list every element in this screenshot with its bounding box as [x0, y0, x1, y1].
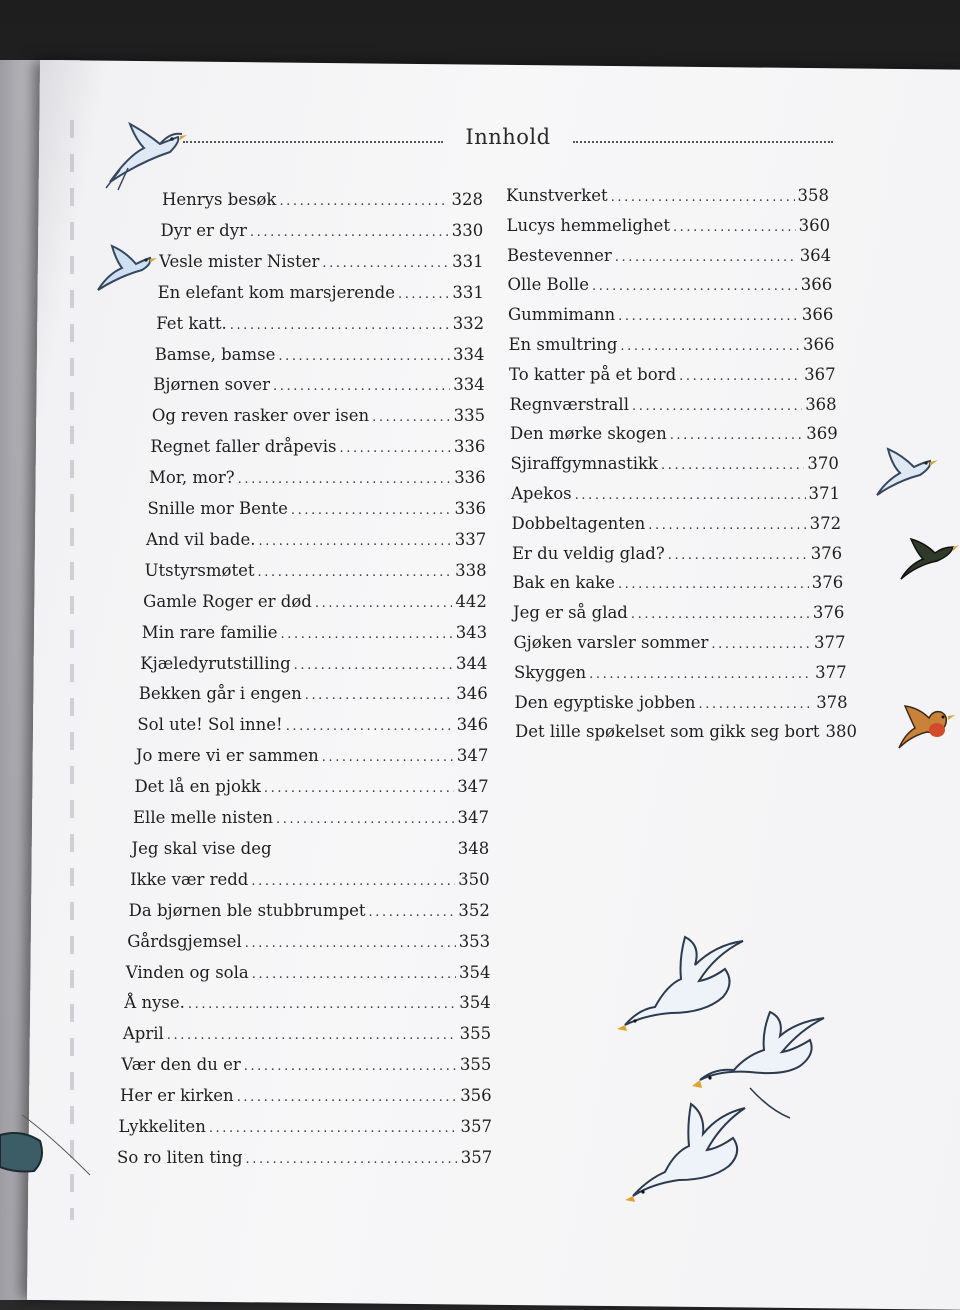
toc-entry-page: 348	[457, 838, 490, 858]
toc-entry-page: 377	[815, 662, 847, 682]
toc-entry-page: 352	[458, 900, 490, 920]
toc-entry-title: Det lå en pjokk	[134, 777, 261, 797]
toc-entry	[121, 1055, 491, 1074]
toc-entry-title: Utstyrsmøtet	[144, 560, 255, 580]
toc-leader-dots	[279, 194, 448, 209]
toc-entry-title: Apekos	[511, 484, 572, 503]
toc-entry-page: 377	[814, 633, 846, 652]
toc-leader-dots	[259, 534, 452, 549]
toc-entry-page: 368	[805, 394, 837, 414]
toc-entry-title: Elle melle nisten	[133, 808, 273, 827]
toc-entry	[130, 870, 490, 889]
toc-entry	[509, 335, 835, 354]
toc-leader-dots	[278, 349, 450, 364]
toc-entry-page: 378	[816, 692, 848, 712]
toc-entry-title: Gårdsgjemsel	[127, 931, 242, 951]
toc-entry-title: Regnværstrall	[509, 394, 629, 414]
toc-entry	[134, 777, 488, 796]
toc-entry-title: Vesle mister Nister	[159, 251, 320, 271]
toc-entry	[514, 663, 847, 682]
toc-leader-dots	[679, 369, 801, 384]
toc-entry-title: Kjæledyrutstilling	[140, 653, 291, 673]
toc-leader-dots	[398, 287, 449, 302]
toc-leader-dots	[615, 250, 797, 265]
toc-entry	[513, 603, 844, 622]
toc-entry-title: Og reven rasker over isen	[151, 406, 370, 426]
toc-leader-dots	[315, 596, 453, 611]
toc-entry	[508, 305, 833, 324]
toc-entry-title: Gummimann	[508, 305, 616, 325]
toc-entry	[153, 375, 485, 394]
toc-entry-title: En elefant kom marsjerende	[157, 282, 395, 302]
toc-entry	[509, 365, 836, 384]
toc-entry-page: 331	[452, 282, 484, 302]
header-dotted-rule-right	[573, 141, 833, 143]
toc-entry-title: Olle Bolle	[507, 275, 589, 295]
toc-leader-dots	[273, 379, 450, 394]
toc-entry-title: Jeg er så glad	[513, 603, 628, 623]
toc-entry-page: 347	[456, 746, 489, 766]
toc-entry	[120, 1086, 492, 1105]
toc-leader-dots	[167, 1028, 457, 1043]
header-dotted-rule-left	[183, 141, 443, 143]
toc-leader-dots	[661, 458, 804, 473]
toc-entry-page: 346	[456, 684, 488, 704]
toc-entry	[137, 715, 488, 734]
toc-entry	[143, 592, 487, 611]
toc-entry-page: 380	[825, 722, 858, 742]
toc-entry	[515, 722, 858, 742]
toc-entry-title: Gamle Roger er død	[143, 591, 312, 611]
toc-leader-dots	[258, 565, 453, 580]
toc-entry-title: Den egyptiske jobben	[514, 692, 696, 712]
toc-entry	[148, 499, 487, 518]
toc-leader-dots	[670, 428, 804, 443]
toc-entry	[142, 623, 488, 642]
toc-entry	[510, 395, 837, 414]
toc-entry-page: 366	[800, 275, 833, 295]
toc-entry	[149, 468, 486, 487]
toc-entry-page: 334	[453, 375, 485, 395]
toc-entry-page: 336	[454, 499, 486, 518]
toc-entry-title: Vinden og sola	[125, 962, 249, 982]
toc-entry-title: Jo mere vi er sammen	[135, 746, 319, 766]
toc-entry-page: 364	[799, 245, 832, 265]
toc-leader-dots	[245, 936, 456, 951]
toc-entry	[119, 1117, 493, 1136]
toc-entry	[514, 633, 846, 652]
toc-entry-page: 336	[454, 468, 486, 488]
toc-leader-dots	[611, 190, 795, 205]
toc-entry-title: Bak en kake	[512, 573, 615, 593]
toc-entry	[513, 573, 844, 592]
toc-entry-page: 330	[451, 220, 484, 240]
toc-entry-page: 366	[801, 305, 834, 325]
toc-entry-title: To katter på et bord	[509, 364, 677, 384]
spine-stitching	[70, 120, 74, 1220]
toc-entry-page: 336	[453, 437, 486, 457]
toc-entry-page: 376	[811, 573, 844, 593]
toc-entry-title: Sjiraffgymnastikk	[510, 454, 659, 474]
toc-entry	[126, 963, 491, 982]
toc-leader-dots	[252, 967, 456, 982]
toc-leader-dots	[294, 658, 453, 673]
toc-entry-title: April	[122, 1024, 164, 1044]
toc-entry-title: Snille mor Bente	[147, 499, 288, 518]
toc-entry	[136, 746, 489, 765]
toc-entry-title: Bamse, bamse	[154, 344, 276, 364]
toc-leader-dots	[631, 607, 810, 622]
toc-entry-title: Dyr er dyr	[160, 220, 247, 240]
bird-icon	[100, 112, 190, 192]
toc-entry	[512, 514, 842, 533]
toc-leader-dots	[589, 667, 812, 682]
toc-entry-title: En smultring	[508, 335, 618, 354]
toc-leader-dots	[618, 309, 799, 324]
toc-entry-title: And vil bade.	[146, 529, 256, 549]
toc-leader-dots	[711, 637, 811, 652]
toc-entry	[145, 561, 487, 580]
toc-entry-page: 344	[456, 653, 488, 673]
toc-entry	[123, 1024, 491, 1043]
toc-leader-dots	[575, 488, 806, 503]
goose-icon	[625, 1100, 755, 1210]
bird-icon	[872, 445, 942, 505]
toc-entry-title: Fet katt.	[156, 313, 227, 333]
bird-icon	[90, 240, 160, 300]
toc-header	[183, 120, 833, 154]
toc-entry-page: 442	[455, 591, 487, 611]
toc-entry-title: Min rare familie	[141, 622, 278, 642]
toc-leader-dots	[592, 279, 798, 294]
page-title: Innhold	[465, 125, 551, 149]
toc-entry-title: Regnet faller dråpevis	[150, 437, 337, 457]
toc-entry-page: 350	[458, 869, 490, 889]
toc-entry-title: Bekken går i engen	[138, 684, 302, 704]
toc-entry	[507, 246, 831, 265]
toc-entry-page: 357	[460, 1117, 492, 1136]
toc-leader-dots	[264, 781, 454, 796]
toc-entry	[132, 839, 490, 858]
toc-entry	[155, 345, 485, 364]
toc-leader-dots	[305, 688, 454, 703]
toc-entry-page: 337	[454, 529, 487, 549]
toc-entry-page: 355	[459, 1055, 492, 1075]
toc-entry	[150, 437, 485, 456]
toc-entry-page: 338	[455, 560, 487, 580]
toc-entry	[162, 190, 483, 209]
toc-entry-title: Lykkeliten	[118, 1117, 206, 1136]
toc-entry-page: 366	[803, 335, 835, 354]
toc-entry-page: 372	[809, 513, 842, 533]
toc-entry	[127, 932, 490, 951]
toc-entry-page: 376	[810, 543, 843, 563]
toc-entry-title: Bestevenner	[507, 245, 612, 265]
toc-entry-page: 343	[455, 622, 488, 642]
toc-leader-dots	[250, 225, 449, 240]
toc-leader-dots	[281, 627, 453, 642]
toc-entry-page: 354	[459, 993, 491, 1013]
toc-entry-title: Her er kirken	[119, 1086, 234, 1106]
toc-entry-title: Jeg skal vise deg	[131, 838, 272, 858]
toc-leader-dots	[372, 410, 450, 425]
toc-entry-title: Vær den du er	[121, 1055, 241, 1075]
toc-leader-dots	[322, 750, 454, 765]
toc-leader-dots	[632, 399, 802, 414]
toc-leader-dots	[209, 1121, 458, 1136]
toc-entry-title: Ikke vær redd	[130, 869, 249, 889]
toc-entry-page: 371	[808, 484, 840, 503]
toc-leader-dots	[237, 1090, 458, 1105]
toc-leader-dots	[369, 905, 456, 920]
toc-leader-dots	[246, 1152, 458, 1167]
toc-entry-page: 369	[806, 424, 838, 444]
toc-leader-dots	[238, 472, 452, 487]
toc-entry	[140, 654, 487, 673]
toc-entry	[117, 1148, 492, 1167]
toc-entry-page: 335	[453, 406, 486, 426]
toc-leader-dots	[251, 874, 455, 889]
toc-entry-page: 332	[452, 313, 485, 333]
toc-leader-dots	[276, 812, 455, 827]
toc-entry-page: 328	[451, 190, 483, 209]
toc-entry-page: 360	[798, 215, 831, 235]
toc-entry-title: Lucys hemmelighet	[506, 215, 670, 235]
toc-leader-dots	[668, 548, 808, 563]
robin-icon	[893, 700, 960, 760]
toc-entry-page: 357	[460, 1147, 493, 1167]
toc-entry-title: Dobbeltagenten	[511, 513, 646, 533]
toc-entry	[508, 275, 833, 294]
toc-entry-title: Det lille spøkelset som gikk seg bort	[515, 722, 820, 742]
toc-entry	[146, 530, 486, 549]
toc-leader-dots	[188, 997, 456, 1012]
toc-entry	[139, 684, 488, 703]
toc-entry-title: Henrys besøk	[162, 190, 277, 209]
toc-entry	[515, 693, 848, 712]
toc-entry-page: 355	[459, 1024, 492, 1044]
toc-leader-dots	[322, 256, 449, 271]
toc-leader-dots	[699, 697, 814, 712]
toc-entry	[512, 544, 842, 563]
toc-entry-page: 358	[797, 186, 829, 205]
toc-leader-dots	[648, 518, 806, 533]
toc-leader-dots	[339, 441, 450, 456]
toc-entry	[161, 221, 484, 240]
toc-leader-dots	[286, 719, 454, 734]
toc-entry-title: Mor, mor?	[148, 468, 235, 488]
toc-entry	[511, 484, 840, 503]
toc-leader-dots	[244, 1059, 457, 1074]
toc-entry	[159, 252, 484, 271]
toc-entry-title: Da bjørnen ble stubbrumpet	[128, 900, 366, 920]
toc-entry	[510, 424, 838, 443]
toc-leader-dots	[620, 339, 800, 354]
toc-entry	[506, 186, 829, 205]
toc-entry	[158, 283, 484, 302]
toc-entry-page: 370	[807, 454, 839, 474]
toc-entry	[133, 808, 489, 827]
toc-entry	[124, 993, 491, 1012]
toc-entry-page: 376	[812, 603, 845, 623]
toc-entry-title: Skyggen	[514, 662, 587, 682]
toc-leader-dots	[618, 577, 809, 592]
toc-entry	[511, 454, 839, 473]
toc-entry-title: Gjøken varsler sommer	[513, 633, 709, 652]
toc-entry-page: 346	[456, 715, 489, 735]
toc-entry-page: 347	[457, 808, 489, 827]
toc-entry	[152, 406, 485, 425]
toc-leader-dots	[291, 503, 452, 518]
toc-entry-page: 356	[460, 1086, 492, 1106]
toc-entry-title: So ro liten ting	[117, 1147, 243, 1167]
toc-entry-page: 353	[458, 931, 491, 951]
toc-entry-title: Kunstverket	[506, 186, 608, 205]
toc-entry-title: Å nyse.	[124, 993, 185, 1013]
toc-entry-page: 331	[452, 251, 484, 271]
toc-entry-page: 334	[453, 344, 485, 364]
toc-leader-dots	[230, 318, 450, 333]
toc-entry-title: Sol ute! Sol inne!	[137, 715, 283, 735]
toc-entry	[156, 314, 484, 333]
hat-illustration	[0, 1115, 95, 1190]
toc-entry-title: Bjørnen sover	[153, 375, 270, 395]
toc-entry-page: 347	[457, 777, 489, 797]
toc-entry-title: Er du veldig glad?	[512, 543, 665, 563]
toc-entry	[129, 901, 490, 920]
toc-entry-page: 354	[459, 962, 491, 982]
toc-leader-dots	[673, 220, 796, 235]
toc-entry-title: Den mørke skogen	[510, 424, 667, 444]
toc-entry-page: 367	[804, 364, 836, 384]
blackbird-icon	[895, 535, 960, 590]
toc-entry	[507, 216, 831, 235]
